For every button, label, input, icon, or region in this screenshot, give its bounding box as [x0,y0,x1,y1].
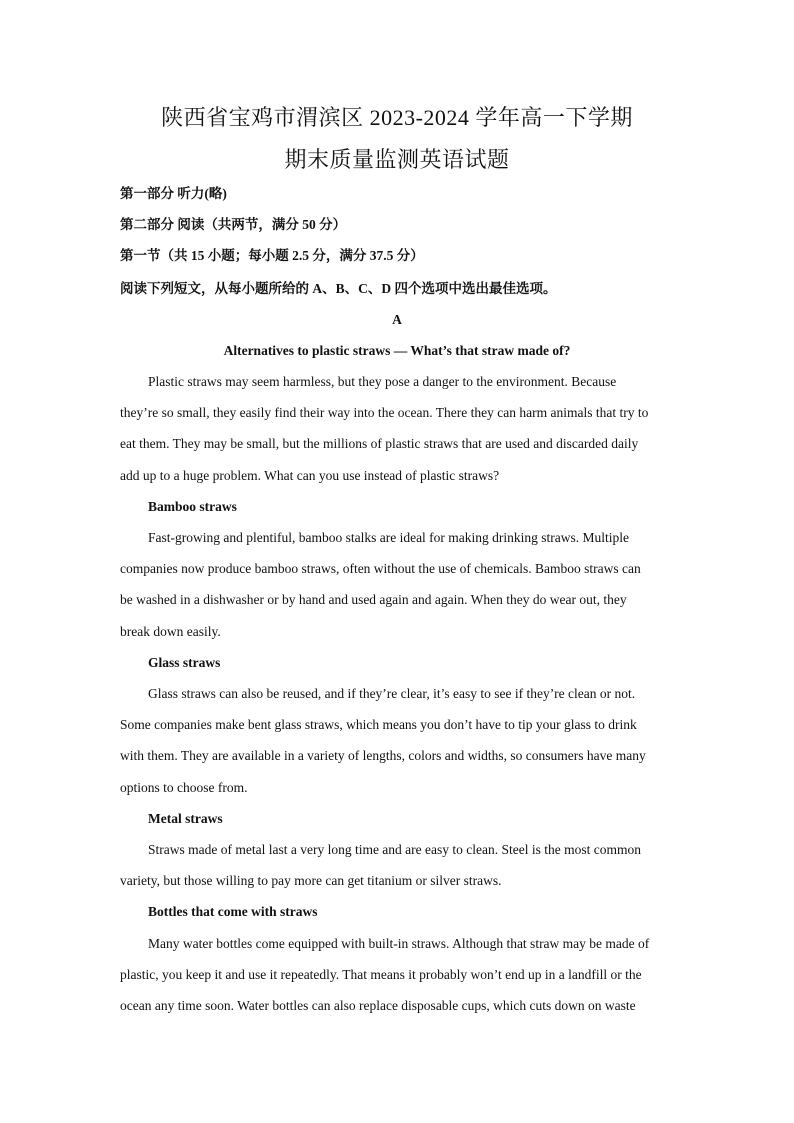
instruction: 阅读下列短文，从每小题所给的 A、B、C、D 四个选项中选出最佳选项。 [120,281,557,296]
text-line: add up to a huge problem. What can you use instead of plastic straws? [120,468,500,483]
passage-label: A [392,312,402,327]
text-line: they’re so small, they easily find their way into the ocean. There they can harm animals that try to [120,405,649,420]
subheading-bottles: Bottles that come with straws [148,904,318,919]
title-line-1: 陕西省宝鸡市渭滨区 2023-2024 学年高一下学期 [161,105,633,130]
text-line: options to choose from. [120,780,248,795]
part2-heading: 第二部分 阅读（共两节，满分 50 分） [120,217,347,232]
text-line: companies now produce bamboo straws, often without the use of chemicals. Bamboo straws can [120,561,641,576]
subheading-glass: Glass straws [148,655,221,670]
text-line: Straws made of metal last a very long time and are easy to clean. Steel is the most common [148,842,641,857]
section1-heading: 第一节（共 15 小题；每小题 2.5 分，满分 37.5 分） [120,248,424,263]
text-line: Glass straws can also be reused, and if they’re clear, it’s easy to see if they’re clean or not. [148,686,636,701]
text-line: Some companies make bent glass straws, which means you don’t have to tip your glass to drink [120,717,637,732]
text-line: Fast-growing and plentiful, bamboo stalks are ideal for making drinking straws. Multiple [148,530,630,545]
text-line: break down easily. [120,624,221,639]
text-line: Many water bottles come equipped with built-in straws. Although that straw may be made of [148,936,650,951]
text-line: plastic, you keep it and use it repeatedly. That means it probably won’t end up in a landfill or the [120,967,642,982]
part1-heading: 第一部分 听力(略) [120,186,227,201]
text-line: with them. They are available in a variety of lengths, colors and widths, so consumers have many [120,748,646,763]
text-line: ocean any time soon. Water bottles can also replace disposable cups, which cuts down on waste [120,998,636,1013]
title-line-2: 期末质量监测英语试题 [284,147,510,172]
text-line: variety, but those willing to pay more can get titanium or silver straws. [120,873,502,888]
passage-title: Alternatives to plastic straws — What’s that straw made of? [223,343,571,358]
text-line: eat them. They may be small, but the millions of plastic straws that are used and discarded daily [120,436,639,451]
subheading-metal: Metal straws [148,811,223,826]
subheading-bamboo: Bamboo straws [148,499,237,514]
text-line: be washed in a dishwasher or by hand and used again and again. When they do wear out, they [120,592,627,607]
text-line: Plastic straws may seem harmless, but they pose a danger to the environment. Because [148,374,617,389]
